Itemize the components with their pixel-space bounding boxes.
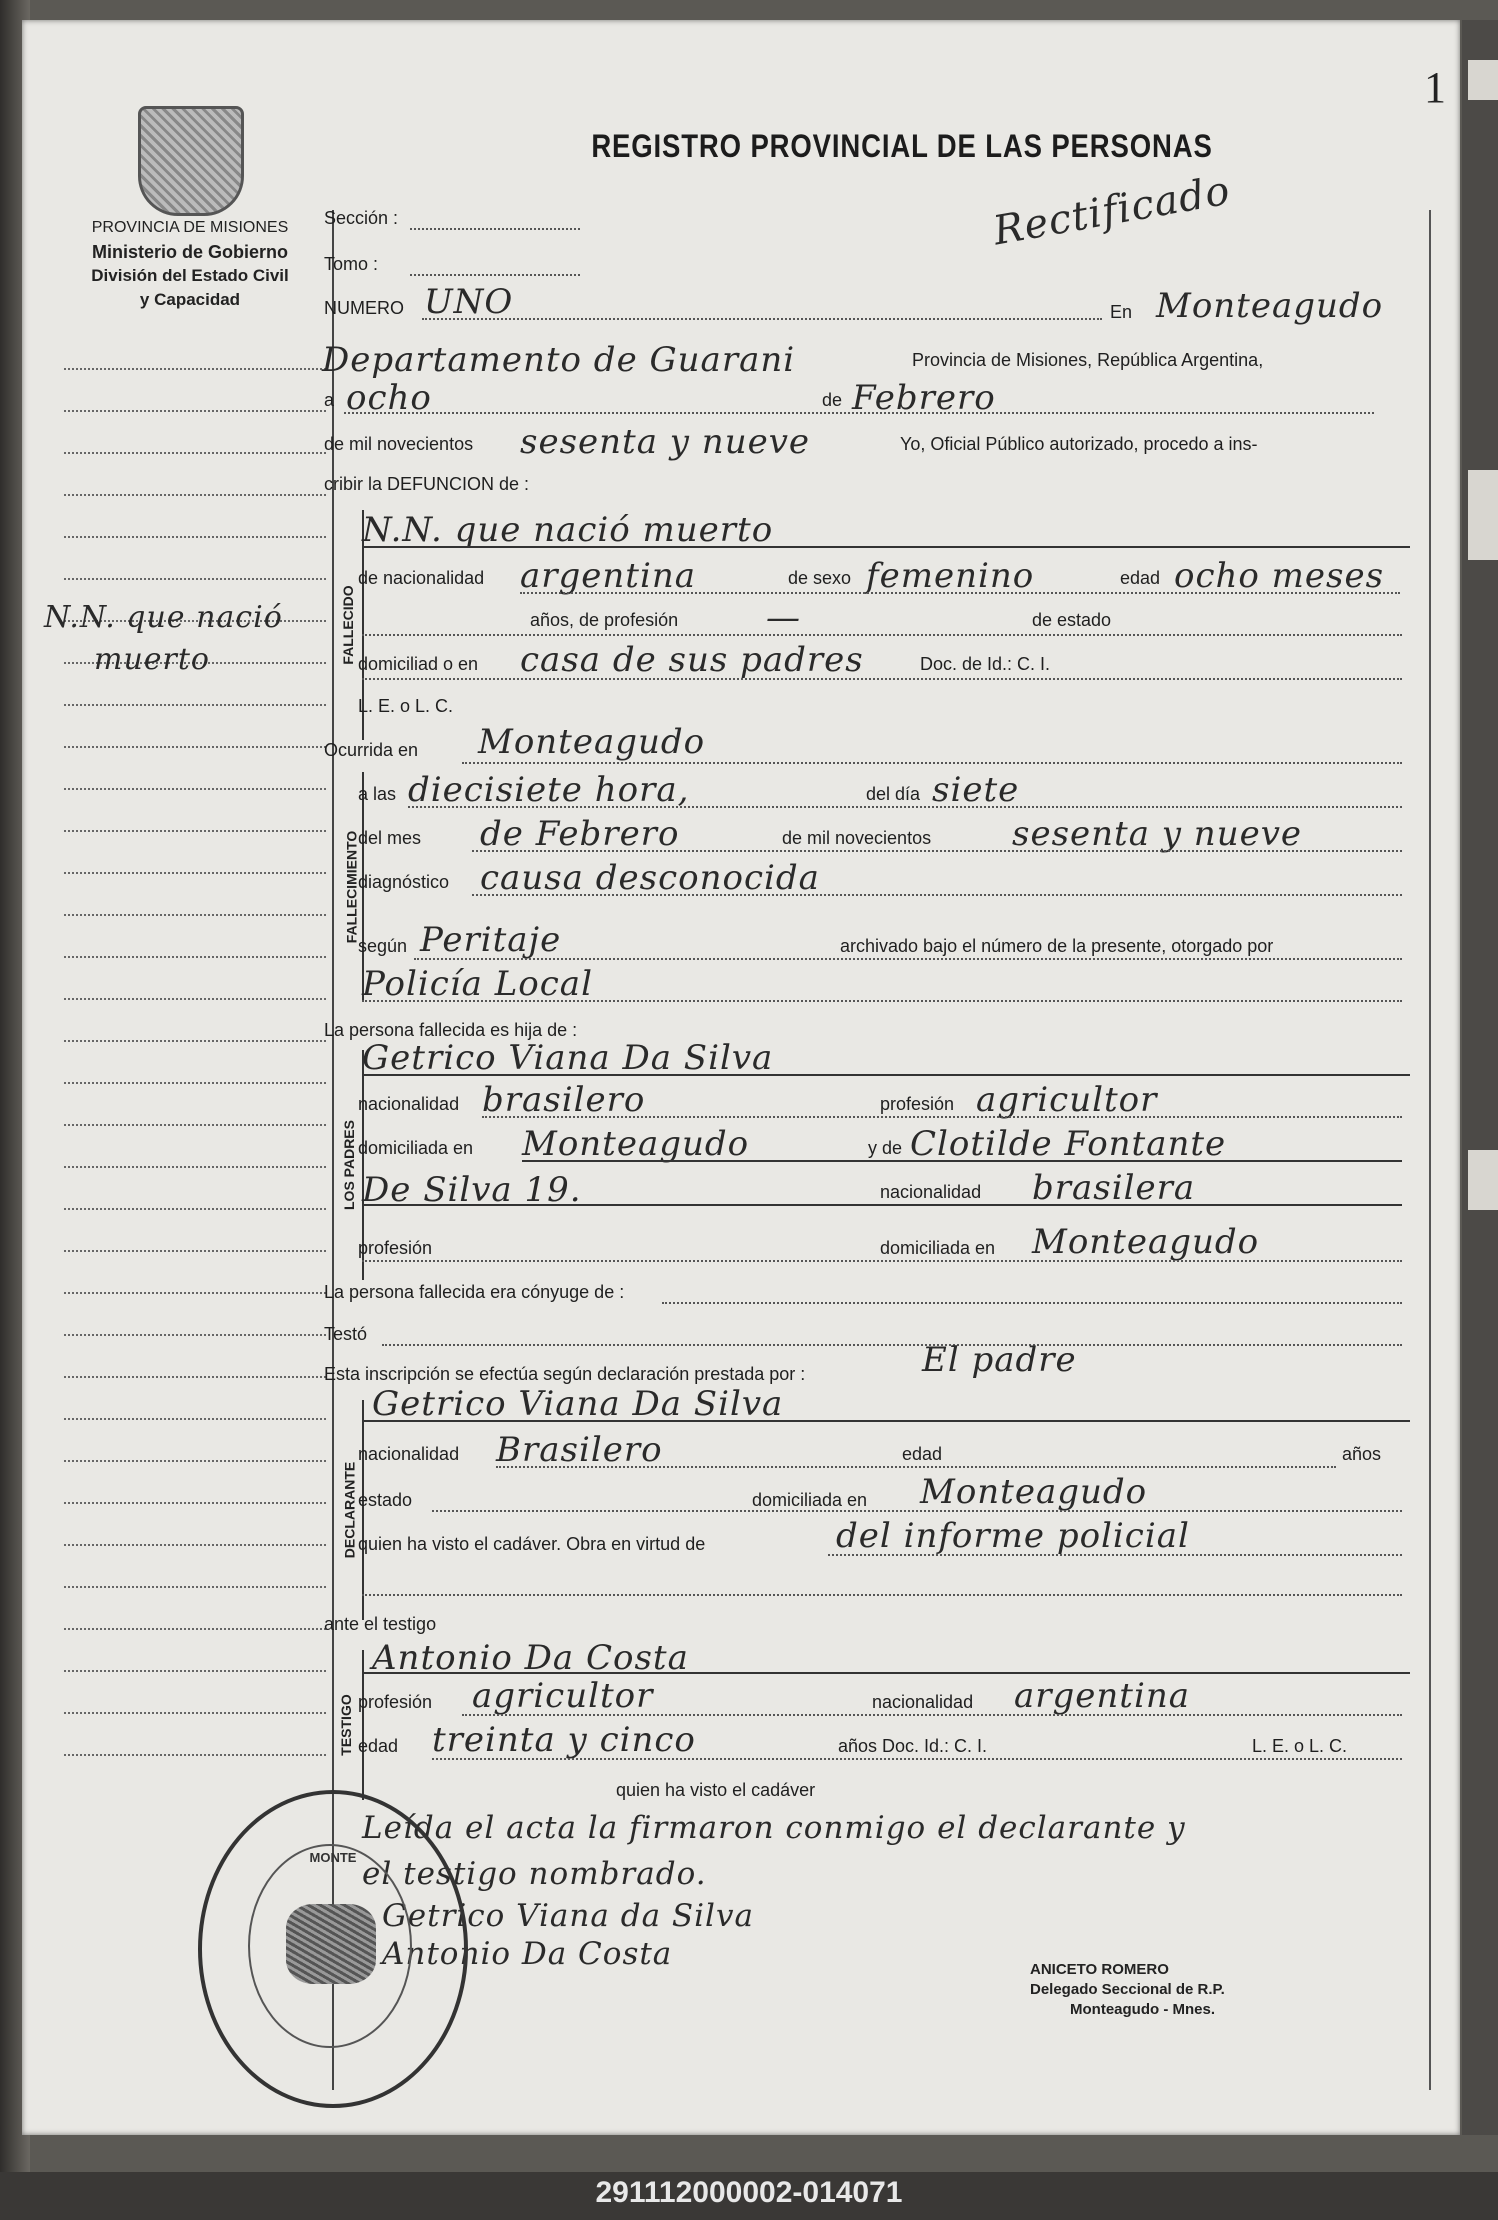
margin-rule bbox=[64, 1502, 326, 1504]
padre-nombre: Getrico Viana Da Silva bbox=[362, 1038, 774, 1078]
province-name: PROVINCIA DE MISIONES bbox=[91, 219, 289, 236]
oficial-label: Yo, Oficial Público autorizado, procedo a ins- bbox=[900, 434, 1258, 454]
fallecimiento-line-2 bbox=[472, 850, 1402, 852]
testigo-nombre: Antonio Da Costa bbox=[372, 1638, 689, 1678]
dia-value: ocho bbox=[346, 378, 432, 418]
fallecido-line-2 bbox=[362, 634, 1402, 636]
sexo-label: de sexo bbox=[788, 568, 852, 588]
testigo-edad-value: treinta y cinco bbox=[432, 1720, 696, 1760]
margin-rule bbox=[64, 1040, 326, 1042]
margin-rule bbox=[64, 1586, 326, 1588]
division-name: División del Estado Civil bbox=[91, 266, 289, 285]
declarante-line-4 bbox=[362, 1594, 1402, 1596]
testigo-edad-label: edad bbox=[358, 1736, 399, 1756]
numero-value: UNO bbox=[424, 282, 514, 322]
margin-note-line2: muerto bbox=[94, 642, 210, 677]
declarante-edad-label: edad bbox=[902, 1444, 943, 1464]
padre-nacionalidad-label: nacionalidad bbox=[358, 1094, 460, 1114]
hija-de-label: La persona fallecida es hija de : bbox=[324, 1020, 578, 1040]
testigo-profesion-value: agricultor bbox=[472, 1676, 654, 1716]
margin-rule bbox=[64, 1250, 326, 1252]
quien-visto2-label: quien ha visto el cadáver bbox=[616, 1780, 816, 1800]
de-mil-nov-label: de mil novecientos bbox=[782, 828, 932, 848]
declarante-estado-label: estado bbox=[358, 1490, 413, 1510]
ante-testigo-label: ante el testigo bbox=[324, 1614, 437, 1634]
declarante-line-2 bbox=[432, 1510, 1402, 1512]
testigo-doc-label: años Doc. Id.: C. I. bbox=[838, 1736, 988, 1756]
doc-id-label: Doc. de Id.: C. I. bbox=[920, 654, 1051, 674]
fallecimiento-line-5 bbox=[362, 1000, 1402, 1002]
edad-label: edad bbox=[1120, 568, 1161, 588]
fallecimiento-line-3 bbox=[472, 894, 1402, 896]
margin-rule bbox=[64, 452, 326, 454]
margin-rule bbox=[64, 410, 326, 412]
declarante-domicilio-label: domiciliada en bbox=[752, 1490, 868, 1510]
margin-rule bbox=[64, 1334, 326, 1336]
margin-rule bbox=[64, 1082, 326, 1084]
fallecido-line-3 bbox=[362, 678, 1402, 680]
estado-label: de estado bbox=[1032, 610, 1112, 630]
fallecido-rule bbox=[362, 546, 1410, 548]
margin-rule bbox=[64, 1418, 326, 1420]
division-name-2: y Capacidad bbox=[139, 290, 241, 309]
margin-rule bbox=[64, 1124, 326, 1126]
ministry-name: Ministerio de Gobierno bbox=[91, 242, 288, 262]
tomo-label: Tomo : bbox=[324, 254, 379, 274]
declarante-nombre: Getrico Viana Da Silva bbox=[372, 1384, 784, 1424]
margin-rule bbox=[64, 1166, 326, 1168]
margin-rule bbox=[64, 872, 326, 874]
declarante-domicilio-value: Monteagudo bbox=[920, 1472, 1148, 1512]
margin-rule bbox=[64, 746, 326, 748]
right-margin-rule bbox=[1429, 210, 1431, 2090]
closing-note-1: Leída el acta la firmaron conmigo el declarante y bbox=[362, 1810, 1186, 1846]
nacionalidad-value: argentina bbox=[520, 556, 697, 596]
margin-note-line1: N.N. que nació bbox=[44, 600, 283, 635]
section-fallecimiento-label: FALLECIMIENTO bbox=[343, 830, 360, 944]
madre-nombre: Clotilde Fontante bbox=[910, 1124, 1227, 1164]
madre-domicilio-value: Monteagudo bbox=[1032, 1222, 1260, 1262]
padres-line-2 bbox=[522, 1160, 1402, 1162]
padres-line-4 bbox=[362, 1260, 1402, 1262]
margin-rule bbox=[64, 1208, 326, 1210]
record-id: 291112000002-014071 bbox=[595, 2176, 903, 2209]
mes-value: Febrero bbox=[852, 378, 996, 418]
margin-rule bbox=[64, 368, 326, 370]
page-tab bbox=[1468, 1150, 1498, 1210]
en-label: En bbox=[1110, 302, 1133, 322]
margin-rule bbox=[64, 788, 326, 790]
margin-rule bbox=[64, 830, 326, 832]
section-fallecido-label: FALLECIDO bbox=[339, 585, 356, 665]
margin-rule bbox=[64, 1460, 326, 1462]
margin-rule bbox=[64, 956, 326, 958]
closing-note-2: el testigo nombrado. bbox=[362, 1856, 707, 1892]
padres-rule bbox=[362, 1074, 1410, 1076]
declarante-rule bbox=[362, 1420, 1410, 1422]
margin-rule bbox=[64, 998, 326, 1000]
a-label: a bbox=[324, 390, 335, 410]
coat-of-arms-icon bbox=[138, 106, 244, 216]
rectified-annotation: Rectificado bbox=[989, 167, 1234, 255]
diagnostico-label: diagnóstico bbox=[358, 872, 450, 892]
departamento-value: Departamento de Guarani bbox=[322, 340, 796, 380]
testo-label: Testó bbox=[324, 1324, 368, 1344]
margin-rule bbox=[64, 1754, 326, 1756]
anio2-value: sesenta y nueve bbox=[1012, 814, 1303, 854]
dia2-value: siete bbox=[932, 770, 1020, 810]
obra-value: del informe policial bbox=[836, 1516, 1190, 1556]
padres-line-3 bbox=[362, 1204, 1402, 1206]
conyuge-label: La persona fallecida era cónyuge de : bbox=[324, 1282, 625, 1302]
testigo-rule bbox=[362, 1672, 1410, 1674]
declarante-line-3 bbox=[828, 1554, 1402, 1556]
padre-nacionalidad-value: brasilero bbox=[482, 1080, 646, 1120]
profesion-dash: — bbox=[766, 598, 801, 638]
del-mes-label: del mes bbox=[358, 828, 422, 848]
signature-declarante: Getrico Viana da Silva bbox=[382, 1898, 754, 1934]
segun-value: Peritaje bbox=[420, 920, 562, 960]
ocurrida-line bbox=[462, 762, 1402, 764]
margin-rule bbox=[64, 1628, 326, 1630]
anio-value: sesenta y nueve bbox=[520, 422, 811, 462]
a-las-label: a las bbox=[358, 784, 397, 804]
en-value: Monteagudo bbox=[1156, 286, 1384, 326]
margin-rule bbox=[64, 578, 326, 580]
hora-value: diecisiete hora, bbox=[408, 770, 690, 810]
official-place: Monteagudo - Mnes. bbox=[1070, 2001, 1215, 2018]
diagnostico-value: causa desconocida bbox=[480, 858, 820, 898]
section-testigo-label: TESTIGO bbox=[338, 1694, 355, 1756]
margin-rule bbox=[64, 1292, 326, 1294]
padres-line bbox=[482, 1116, 1402, 1118]
stamp-text: MONTE bbox=[309, 1850, 357, 1865]
declarante-nacionalidad-label: nacionalidad bbox=[358, 1444, 460, 1464]
de-label: de bbox=[822, 390, 843, 410]
ocurrida-value: Monteagudo bbox=[478, 722, 706, 762]
document-title: REGISTRO PROVINCIAL DE LAS PERSONAS bbox=[591, 128, 1213, 164]
otorgado-value: Policía Local bbox=[362, 964, 593, 1004]
fallecido-line bbox=[520, 592, 1400, 594]
testo-line bbox=[382, 1344, 1402, 1346]
padre-domicilio-value: Monteagudo bbox=[522, 1124, 750, 1164]
official-role: Delegado Seccional de R.P. bbox=[1030, 1981, 1225, 1998]
margin-rule bbox=[64, 536, 326, 538]
fallecimiento-line-4 bbox=[414, 958, 1402, 960]
edad-value: ocho meses bbox=[1174, 556, 1385, 596]
conyuge-line bbox=[662, 1302, 1402, 1304]
page-tab bbox=[1468, 470, 1498, 560]
madre-nacionalidad-label: nacionalidad bbox=[880, 1182, 982, 1202]
margin-rule bbox=[64, 1376, 326, 1378]
testigo-le-lc-label: L. E. o L. C. bbox=[1252, 1736, 1348, 1756]
testigo-line-2 bbox=[432, 1758, 1402, 1760]
margin-rule bbox=[64, 1712, 326, 1714]
declarante-nacionalidad-value: Brasilero bbox=[496, 1430, 663, 1470]
ocurrida-label: Ocurrida en bbox=[324, 740, 419, 760]
official-signature-block bbox=[1030, 1960, 1225, 2020]
inscripcion-label: Esta inscripción se efectúa según declaración prestada por : bbox=[324, 1364, 806, 1384]
archivado-label: archivado bajo el número de la presente, otorgado por bbox=[840, 936, 1274, 956]
margin-rule bbox=[64, 914, 326, 916]
numero-label: NUMERO bbox=[324, 298, 404, 318]
madre-profesion-label: profesión bbox=[358, 1238, 433, 1258]
margin-rule bbox=[64, 494, 326, 496]
provincia-label: Provincia de Misiones, República Argentina, bbox=[912, 350, 1264, 370]
anos-profesion-label: años, de profesión bbox=[530, 610, 679, 630]
margin-rule bbox=[64, 1670, 326, 1672]
segun-label: según bbox=[358, 936, 408, 956]
y-de-label: y de bbox=[868, 1138, 903, 1158]
le-lc-label: L. E. o L. C. bbox=[358, 696, 454, 716]
mes2-value: de Febrero bbox=[480, 814, 680, 854]
nacionalidad-label: de nacionalidad bbox=[358, 568, 485, 588]
padre-profesion-label: profesión bbox=[880, 1094, 955, 1114]
declarante-anos-label: años bbox=[1342, 1444, 1382, 1464]
tomo-line bbox=[410, 274, 580, 276]
document-page bbox=[22, 20, 1460, 2135]
padre-domicilio-label: domiciliada en bbox=[358, 1138, 474, 1158]
testigo-profesion-label: profesión bbox=[358, 1692, 433, 1712]
quien-visto-label: quien ha visto el cadáver. Obra en virtud de bbox=[358, 1534, 706, 1554]
testigo-nacionalidad-label: nacionalidad bbox=[872, 1692, 974, 1712]
page-number: 1 bbox=[1424, 63, 1446, 112]
seccion-line bbox=[410, 228, 580, 230]
cribir-label: cribir la DEFUNCION de : bbox=[324, 474, 530, 494]
official-stamp-icon bbox=[198, 1790, 468, 2108]
issuer-header bbox=[50, 216, 330, 312]
section-declarante-label: DECLARANTE bbox=[341, 1461, 358, 1559]
fallecimiento-line bbox=[408, 806, 1402, 808]
del-dia-label: del día bbox=[866, 784, 921, 804]
testigo-nacionalidad-value: argentina bbox=[1014, 1676, 1191, 1716]
section-padres-label: LOS PADRES bbox=[340, 1120, 357, 1210]
page-tab bbox=[1468, 60, 1498, 100]
margin-rule bbox=[64, 704, 326, 706]
book-spine-strip bbox=[1462, 20, 1498, 2135]
madre-domicilio-label: domiciliada en bbox=[880, 1238, 996, 1258]
declarante-line bbox=[496, 1466, 1336, 1468]
declarante-por-value: El padre bbox=[922, 1340, 1077, 1380]
madre-nombre-2: De Silva 19. bbox=[362, 1170, 582, 1210]
madre-nacionalidad-value: brasilera bbox=[1032, 1168, 1196, 1208]
padre-profesion-value: agricultor bbox=[976, 1080, 1158, 1120]
margin-rule bbox=[64, 1544, 326, 1546]
fecha-line bbox=[344, 412, 1374, 414]
official-name: ANICETO ROMERO bbox=[1030, 1961, 1169, 1978]
sexo-value: femenino bbox=[866, 556, 1035, 596]
domiciliado-label: domiciliad o en bbox=[358, 654, 479, 674]
testigo-line bbox=[462, 1714, 1402, 1716]
seccion-label: Sección : bbox=[324, 208, 399, 228]
fallecido-nombre: N.N. que nació muerto bbox=[362, 510, 774, 550]
de-mil-label: de mil novecientos bbox=[324, 434, 474, 454]
domicilio-value: casa de sus padres bbox=[520, 640, 864, 680]
signature-testigo: Antonio Da Costa bbox=[382, 1936, 673, 1972]
numero-line bbox=[422, 318, 1102, 320]
